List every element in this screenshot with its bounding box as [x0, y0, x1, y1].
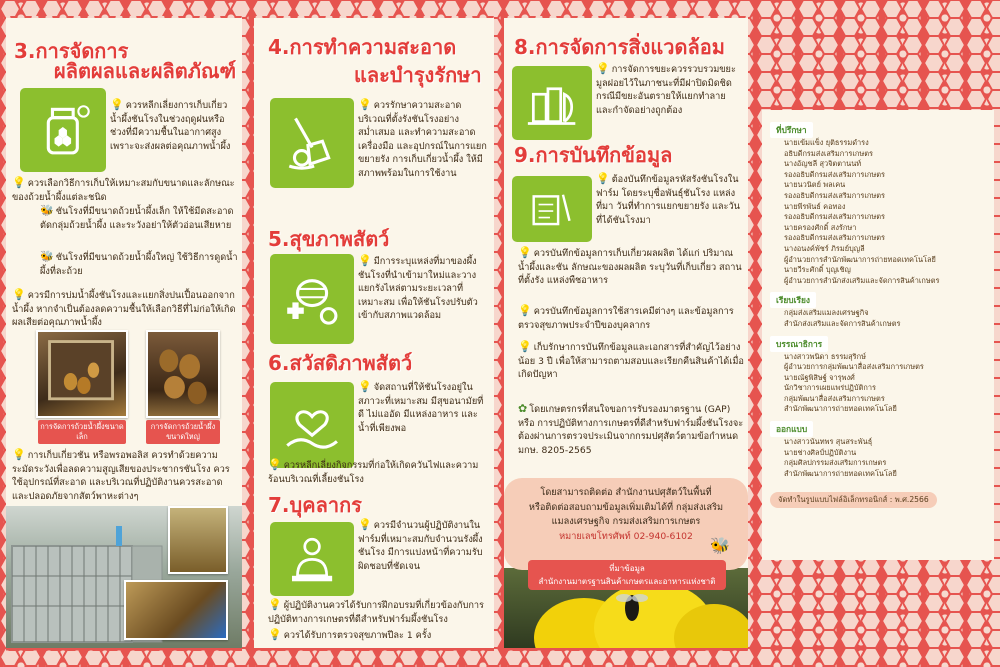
honey-jar-icon: [20, 88, 106, 172]
lightbulb-icon: 💡: [358, 98, 372, 111]
photo-large-honey-pots: [146, 330, 220, 418]
contact-box: [504, 478, 748, 570]
photo-harvest-tools: [124, 580, 228, 640]
bee-icon: 🐝: [710, 536, 730, 555]
credit-line: สำนักพัฒนาการถ่ายทอดเทคโนโลยี: [784, 404, 897, 414]
credit-line: กลุ่มส่งเสริมแมลงเศรษฐกิจ: [784, 308, 869, 318]
credit-line: นายพีรพันธ์ คอทอง: [784, 201, 846, 211]
credit-line: นางอัญชลี สุวจิตตานนท์: [784, 159, 862, 169]
lightbulb-icon: 💡: [518, 246, 532, 259]
section7-text2: ผู้ปฏิบัติงานควรได้รับการฝึกอบรมที่เกี่ยวข้องกับการปฏิบัติทางการเกษตรที่ดีสำหรับฟาร์มผึ้งชันโรง: [268, 600, 484, 625]
section3-title-line1: 3.การจัดการ: [14, 39, 129, 63]
section6-para: [358, 380, 488, 435]
credit-line: นายนวนิตย์ พลเคน: [784, 180, 846, 190]
lightbulb-icon: 💡: [110, 98, 124, 111]
section7-para3: [268, 628, 490, 643]
lightbulb-icon: 💡: [12, 176, 26, 189]
credit-line: นางสาวพนิดา ธรรมสุริกษ์: [784, 351, 866, 361]
panel-cleaning-health: [254, 18, 494, 648]
credit-line: ผู้อำนวยการกลุ่มพัฒนาสื่อส่งเสริมการเกษตร: [784, 362, 924, 372]
writer-list: [770, 308, 988, 329]
section6-title: 6.สวัสดิภาพสัตว์: [268, 351, 413, 375]
section6-text: จัดสถานที่ให้ชันโรงอยู่ในสภาวะที่เหมาะสม มีสุขอนามัยที่ดี ไม่แออัด มีแหล่งอาหาร และน้ำที่เพียงพอ: [358, 382, 484, 434]
credit-line: นายเข้มแข็ง ยุติธรรมดำรง: [784, 138, 869, 147]
source-org: สำนักงานมาตรฐานสินค้าเกษตรและอาหารแห่งชาติ: [538, 577, 716, 586]
section3-para3: [12, 288, 238, 330]
section9-para5: [518, 402, 744, 457]
photo-small-honey-pots: [36, 330, 128, 418]
lightbulb-icon: 💡: [518, 340, 532, 353]
credit-line: รองอธิบดีกรมส่งเสริมการเกษตร: [784, 212, 886, 222]
credit-line: นายณัฐพิสิษฐ์ จารุพงศ์: [784, 372, 855, 382]
section8-para: [596, 62, 742, 117]
lightbulb-icon: 💡: [268, 628, 282, 641]
advisor-list: [770, 138, 988, 286]
caption-large-honey-pots: การจัดการถ้วยน้ำผึ้งขนาดใหญ่: [146, 420, 220, 444]
section7-text3: ควรได้รับการตรวจสุขภาพปีละ 1 ครั้ง: [283, 630, 432, 641]
credit-line: รองอธิบดีกรมส่งเสริมการเกษตร: [784, 169, 886, 179]
lightbulb-icon: 💡: [358, 518, 372, 531]
section9-para4: [518, 340, 744, 382]
cleaning-tools-icon: [270, 98, 354, 188]
editor-title: บรรณาธิการ: [770, 336, 828, 352]
credit-line: นางสาวนันทพร สุนสระพันธุ์: [784, 437, 873, 447]
lightbulb-icon: 💡: [358, 380, 372, 393]
credit-line: กลุ่มศิลปกรรมส่งเสริมการเกษตร: [784, 458, 887, 468]
section7-para: [358, 518, 488, 573]
credit-line: นักวิชาการเผยแพร่ปฏิบัติการ: [784, 383, 876, 393]
section3-para2a-text: ชันโรงที่มีขนาดถ้วยน้ำผึ้งเล็ก ให้ใช้มีดสะอาดตัดกลุ่มถ้วยน้ำผึ้ง และระวังอย่าให้ตัวอ่อนเสียหาย: [40, 206, 234, 231]
source-title: ที่มาข้อมูล: [609, 564, 645, 573]
lightbulb-icon: 💡: [12, 288, 26, 301]
panel-product-management: [6, 18, 242, 648]
section5-para: [358, 254, 488, 323]
contact-line1: โดยสามารถติดต่อ สำนักงานปศุสัตว์ในพื้นที่: [540, 487, 712, 498]
credit-line: นายครองศักดิ์ สงรักษา: [784, 222, 857, 232]
section5-title: 5.สุขภาพสัตว์: [268, 227, 390, 251]
lightbulb-icon: 💡: [268, 598, 282, 611]
credit-line: รองอธิบดีกรมส่งเสริมการเกษตร: [784, 233, 886, 243]
credit-line: รองอธิบดีกรมส่งเสริมการเกษตร: [784, 190, 886, 200]
lightbulb-icon: 💡: [358, 254, 372, 267]
worker-icon: [270, 522, 354, 596]
lightbulb-icon: 💡: [596, 172, 610, 185]
hand-heart-icon: [270, 382, 354, 468]
credit-line: นายวีระศักดิ์ บุญเชิญ: [784, 265, 851, 275]
section8-title: 8.การจัดการสิ่งแวดล้อม: [514, 35, 725, 59]
section4-title-line2: และบำรุงรักษา: [354, 63, 482, 87]
lightbulb-icon: 💡: [12, 448, 26, 461]
section3-para1: [110, 98, 238, 153]
section3-title-line2: ผลิตผลและผลิตภัณฑ์: [54, 59, 237, 83]
contact-phone: หมายเลขโทรศัพท์ 02-940-6102: [559, 530, 693, 542]
section3-para2b-text: ชันโรงที่มีขนาดถ้วยน้ำผึ้งใหญ่ ใช้วิธีการดูดน้ำผึ้งที่ละถ้วย: [40, 252, 238, 277]
publication-date: จัดทำในรูปแบบไฟล์อิเล็กทรอนิกส์ : พ.ศ.2566: [770, 492, 937, 508]
editor-list: [770, 352, 988, 416]
credit-line: สำนักส่งเสริมและจัดการสินค้าเกษตร: [784, 318, 901, 328]
section9-text1: ต้องบันทึกข้อมูลรหัสรังชันโรงในฟาร์ม โดยระบุชื่อพันธุ์ชันโรง แหล่งที่มา วันที่ทำการแยกขยายรัง และวันที่ได้ชันโรงมา: [596, 174, 740, 226]
bee-icon: 🐝: [40, 250, 54, 263]
record-book-icon: [512, 176, 592, 242]
section9-para2: [518, 246, 744, 288]
section7-para2: [268, 598, 490, 626]
section6-text2: ควรหลีกเลี่ยงกิจกรรมที่ก่อให้เกิดควันไฟและความร้อนบริเวณที่เลี้ยงชันโรง: [268, 460, 479, 485]
section9-para1: [596, 172, 742, 227]
section9-text4: เก็บรักษาการบันทึกข้อมูลและเอกสารที่สำคัญไว้อย่างน้อย 3 ปี เพื่อให้สามารถตามสอบและเรียกคืนสินค้าได้เมื่อเกิดปัญหา: [518, 342, 744, 381]
section4-title-line1: 4.การทำความสะอาด: [268, 35, 457, 59]
section3-para3-text: ควรมีการบ่มน้ำผึ้งชันโรงและแยกสิ่งปนเปื้อนออกจากน้ำผึ้ง หากจำเป็นต้องลดความชื้นให้เลือกวิธีที่ไม่ก่อให้เกิดผลเสียต่อคุณภาพน้ำผึ้ง: [12, 290, 236, 329]
gap-logo-icon: ✿: [518, 402, 528, 415]
lightbulb-icon: 💡: [268, 458, 282, 471]
section3-para2b: [40, 250, 238, 278]
writer-title: เรียบเรียง: [770, 292, 816, 308]
section3-para4-text: การเก็บเกี่ยวชัน หรือพรอพอลิส ควรทำด้วยความระมัดระวังเพื่อลดความสูญเสียของประชากรชันโรง ควรใช้อุปกรณ์ที่สะอาด และบริเวณที่ปฏิบัติงานควรสะอาดและปลอดภัยจากสัตว์พาหะต่างๆ: [12, 450, 230, 502]
contact-line2: หรือติดต่อสอบถามข้อมูลเพิ่มเติมได้ที่ กลุ่มส่งเสริม: [528, 501, 724, 513]
credit-line: ผู้อำนวยการสำนักพัฒนาการถ่ายทอดเทคโนโลยี: [784, 254, 936, 264]
credit-line: สำนักพัฒนาการถ่ายทอดเทคโนโลยี: [784, 468, 897, 478]
section8-text: การจัดการขยะควรรวบรวมขยะมูลฝอยไว้ในภาชนะที่มีฝาปิดมิดชิด กรณีมีขยะอันตรายให้แยกทำลายและกำจัดอย่างถูกต้อง: [596, 64, 736, 116]
section7-text: ควรมีจำนวนผู้ปฏิบัติงานในฟาร์มที่เหมาะสมกับจำนวนรังผึ้งชันโรง มีการแบ่งหน้าที่ความรับผิดชอบที่ชัดเจน: [358, 520, 483, 572]
environment-icon: [512, 66, 592, 140]
credit-line: อธิบดีกรมส่งเสริมการเกษตร: [784, 148, 873, 158]
caption-small-honey-pots: การจัดการถ้วยน้ำผึ้งขนาดเล็ก: [38, 420, 126, 444]
bee-health-icon: [270, 254, 354, 344]
photo-inside-box: [168, 506, 228, 574]
credit-line: กลุ่มพัฒนาสื่อส่งเสริมการเกษตร: [784, 393, 885, 403]
section7-title: 7.บุคลากร: [268, 493, 362, 517]
section4-text: ควรรักษาความสะอาดบริเวณที่ตั้งรังชันโรงอย่างสม่ำเสมอ และทำความสะอาดเครื่องมือ และอุปกรณ์ในการแยกขยายรัง การเก็บเกี่ยวน้ำผึ้ง ให้มีสภาพพร้อมในการใช้งาน: [358, 100, 487, 179]
source-tag: [528, 560, 726, 590]
section5-text: มีการระบุแหล่งที่มาของผึ้งชันโรงที่นำเข้ามาใหม่และวางแยกรังไหล่ตามระยะเวลาที่เหมาะสม เพื่อให้ชันโรงปรับตัวเข้ากับสภาพแวดล้อม: [358, 256, 478, 322]
section4-para: [358, 98, 488, 181]
section3-para2: [12, 176, 238, 204]
section9-title: 9.การบันทึกข้อมูล: [514, 143, 673, 167]
section3-para2-text: ควรเลือกวิธีการเก็บให้เหมาะสมกับขนาดและลักษณะของถ้วยน้ำผึ้งแต่ละชนิด: [12, 178, 235, 203]
section3-para1-text: ควรหลีกเลี่ยงการเก็บเกี่ยวน้ำผึ้งชันโรงในช่วงฤดูฝนหรือช่วงที่มีความชื้นในอากาศสูง เพราะจะส่งผลต่อคุณภาพน้ำผึ้ง: [110, 100, 231, 152]
panel-credits: [762, 110, 994, 560]
section9-text5: โดยเกษตรกรที่สนใจขอการรับรองมาตรฐาน (GAP) หรือ การปฏิบัติทางการเกษตรที่ดีสำหรับฟาร์มผึ้งชันโรงจะต้องผ่านการตรวจประเมินจากกรมปศุสัตว์ตามข้อกำหนด มกษ. 8205-2565: [518, 404, 744, 456]
lightbulb-icon: 💡: [518, 304, 532, 317]
lightbulb-icon: 💡: [596, 62, 610, 75]
section3-para4: [12, 448, 238, 503]
designer-list: [770, 437, 988, 479]
section3-para2a: [40, 204, 238, 232]
section9-para3: [518, 304, 744, 332]
contact-line3: แมลงเศรษฐกิจ กรมส่งเสริมการเกษตร: [551, 516, 701, 527]
credit-line: ผู้อำนวยการสำนักส่งเสริมและจัดการสินค้าเกษตร: [784, 275, 940, 285]
section6-para2: [268, 458, 490, 486]
bee-icon: 🐝: [40, 204, 54, 217]
credit-line: นายช่างศิลป์ปฏิบัติงาน: [784, 447, 857, 457]
section9-text2: ควรบันทึกข้อมูลการเก็บเกี่ยวผลผลิต ได้แก่ ปริมาณน้ำผึ้งและชัน ลักษณะของผลผลิต ระบุวันที่เก็บเกี่ยว สถานที่ตั้งรัง แหล่งพืชอาหาร: [518, 248, 742, 287]
section9-text3: ควรบันทึกข้อมูลการใช้สารเคมีต่างๆ และข้อมูลการตรวจสุขภาพประจำปีของบุคลากร: [518, 306, 734, 331]
design-title: ออกแบบ: [770, 421, 813, 437]
advisor-title: ที่ปรึกษา: [770, 122, 813, 138]
credit-line: นางอนงค์พัชร์ ภิรมย์บุญลี: [784, 243, 865, 253]
